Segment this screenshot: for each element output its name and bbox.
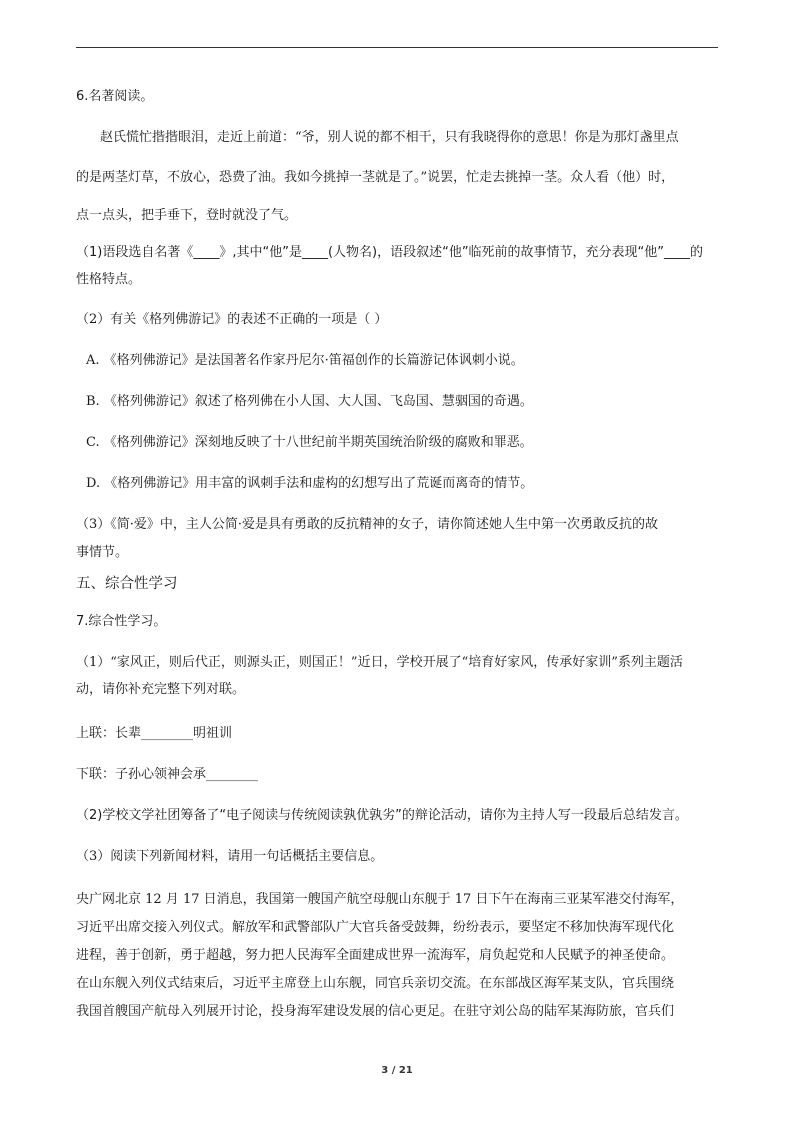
news-line: 我国首艘国产航母入列展开讨论，投身海军建设发展的信心更足。在驻守刘公岛的陆军某海防旅，官兵们 <box>76 1004 675 1019</box>
q7-sub2: （2)学校文学社团筹备了“电子阅读与传统阅读孰优孰劣”的辩论活动，请你为主持人写一段最后总结发言。 <box>76 808 688 823</box>
q6-option-d: D. 《格列佛游记》用丰富的讽刺手法和虚构的幻想写出了荒诞而离奇的情节。 <box>86 476 534 491</box>
q6-sub1-line: 性格特点。 <box>76 272 142 287</box>
q6-option-b: B. 《格列佛游记》叙述了格列佛在小人国、大人国、飞岛国、慧骃国的奇遇。 <box>86 394 533 409</box>
news-line: 习近平出席交接入列仪式。解放军和武警部队广大官兵备受鼓舞，纷纷表示，要坚定不移加快海军现代化 <box>76 920 675 935</box>
couplet-lower: 下联：子孙心领神会承________ <box>76 767 259 782</box>
section-heading: 五、综合性学习 <box>76 576 178 592</box>
q7-sub1-line: （1）“家风正，则后代正，则源头正，则国正！”近日，学校开展了“培育好家风，传承好家训”系列主题活 <box>76 655 683 670</box>
q7-sub1-line: 动，请你补充完整下列对联。 <box>76 682 246 697</box>
couplet-upper: 上联：长辈________明祖训 <box>76 726 233 741</box>
q6-sub3-line: （3）《简·爱》中，主人公简·爱是具有勇敢的反抗精神的女子，请你简述她人生中第一次勇敢反抗的故 <box>76 517 659 532</box>
q6-title: 6.名著阅读。 <box>76 89 154 104</box>
news-line: 进程，善于创新，勇于超越，努力把人民海军全面建成世界一流海军，肩负起党和人民赋予的神圣使命。 <box>76 948 675 963</box>
q7-sub3: （3）阅读下列新闻材料，请用一句话概括主要信息。 <box>76 849 384 864</box>
q6-sub2: （2）有关《格列佛游记》的表述不正确的一项是（ ） <box>76 312 388 327</box>
news-line: 央广网北京 12 月 17 日消息，我国第一艘国产航空母舰山东舰于 17 日下午在海南三亚某军港交付海军， <box>76 892 684 907</box>
q6-option-a: A. 《格列佛游记》是法国著名作家丹尼尔·笛福创作的长篇游记体讽刺小说。 <box>86 353 524 368</box>
header-rule <box>76 47 718 48</box>
q6-passage-line: 赵氏慌忙揩揩眼泪，走近上前道：“爷，别人说的都不相干，只有我晓得你的意思！你是为那灯盏里点 <box>100 130 679 145</box>
q6-passage-line: 的是两茎灯草，不放心，恐费了油。我如今挑掉一茎就是了。”说罢，忙走去挑掉一茎。众人看（他）时， <box>76 170 675 185</box>
page-number: 3 / 21 <box>381 1065 413 1076</box>
q7-title: 7.综合性学习。 <box>76 614 167 629</box>
q6-passage-line: 点一点头，把手垂下，登时就没了气。 <box>76 208 298 223</box>
news-line: 在山东舰入列仪式结束后，习近平主席登上山东舰，同官兵亲切交流。在东部战区海军某支队，官兵围绕 <box>76 976 675 991</box>
q6-option-c: C. 《格列佛游记》深刻地反映了十八世纪前半期英国统治阶级的腐败和罪恶。 <box>86 435 533 450</box>
q6-sub3-line: 事情节。 <box>76 545 129 560</box>
q6-sub1-line: （1)语段选自名著《____》,其中“他”是____(人物名)，语段叙述“他”临死前的故事情节，充分表现“他”____的 <box>76 245 704 260</box>
